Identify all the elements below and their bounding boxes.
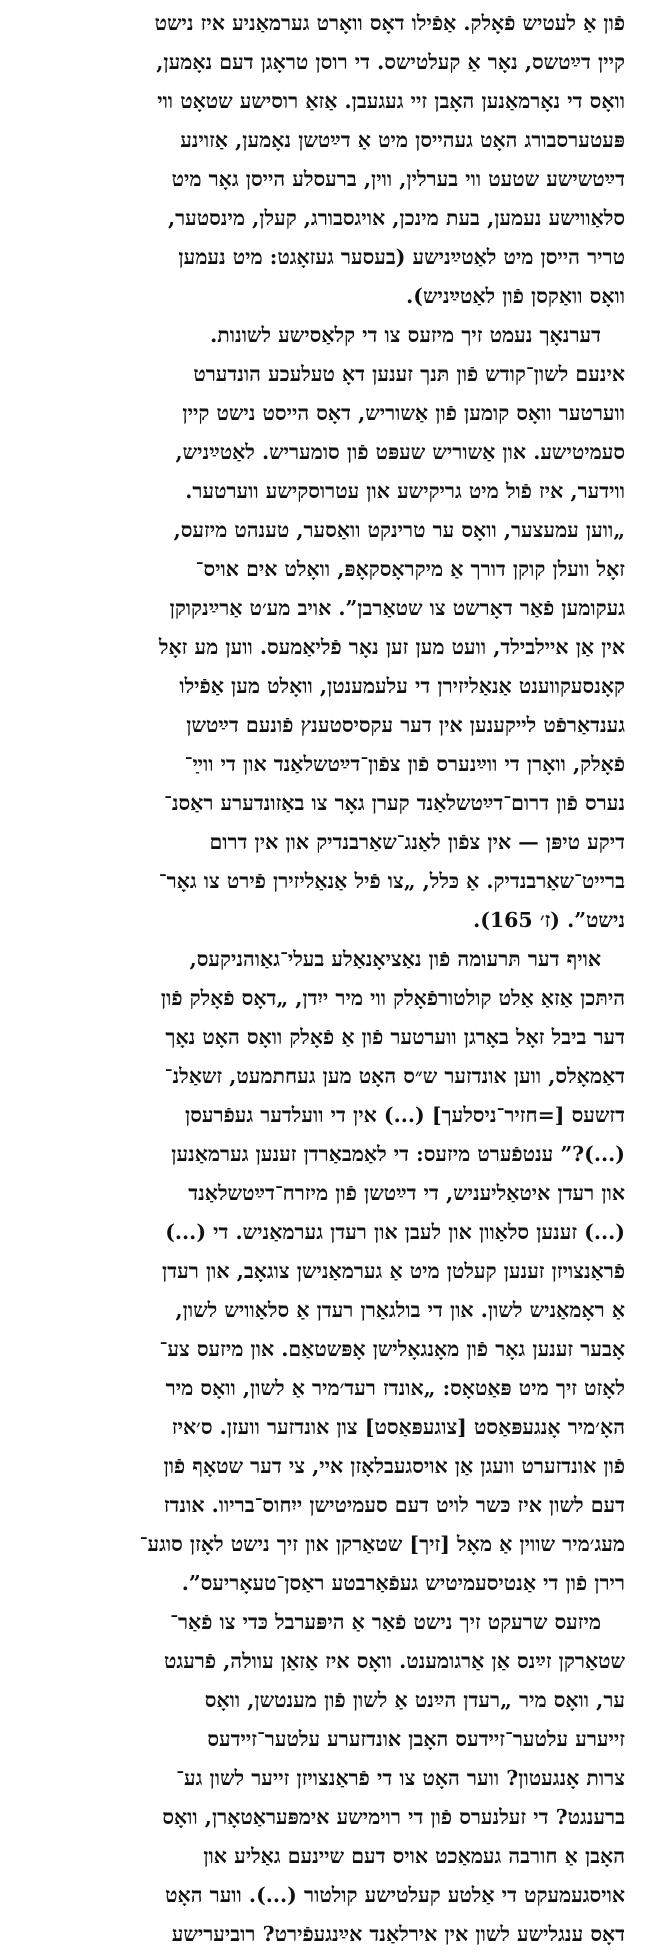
text-line: לאָזט זיך מיט פּאַטאָס: „אונדז רעד׳מיר אַ לשון, וואָס מיר: [165, 1376, 625, 1400]
text-line: דיקע טיפּן — אין צפֿון לאַנג־שאַרבנדיק און אין דרום: [209, 830, 625, 854]
text-line: פֿון אונדזערט וועגן אַן אויסגעבלאָזן איי, צי דער שטאָף פֿון: [163, 1454, 625, 1478]
text-line: מעג׳מיר שווין אַ מאָל [זיך] שטאַרקן און זיך נישט לאָזן סוגע־: [139, 1532, 625, 1556]
text-line: ברייט־שאַרבנדיק. אַ כּלל, „צו פֿיל אַנאַליזירן פֿירט צו גאָר־: [158, 869, 625, 893]
paragraph-3: [22, 940, 625, 1603]
text-line: פֿאָלק, וואָרן די ווײַנערס פֿון צפֿון־דײַטשלאַנד און די ווײַ־: [184, 752, 625, 776]
text-line: דזשעס [=חזיר־ניסלעך] (...) אין די וועלדער געפֿרעסן: [185, 1103, 625, 1127]
text-line: דאָס ענגלישע לשון אין אירלאַנד אײַנגעפֿירט? רוביערישע: [171, 1922, 625, 1946]
text-line: האָ׳מיר אָנגעפּאַסט [צוגעפּאַסט] צון אונדזער וועזן. ס׳איז: [171, 1415, 625, 1439]
text-line: קאָנסעקווענט אַנאַליזירן די עלעמענטן, וואָלט מען אַפֿילו: [179, 674, 625, 698]
text-line: טריר הייסן מיט לאַטײַנישע (בעסער געזאָגט: מיט נעמען: [178, 245, 625, 269]
text-line: גענדאַרפֿט לייקענען אין דער עקסיסטענץ פֿונעם דײַטשן: [186, 713, 625, 737]
text-line: סעמיטישע. און אַשוריש שעפּט פֿון סומעריש. לאַטײַניש,: [175, 440, 625, 464]
text-line: וואָס די נאָרמאַנען האָבן זיי געגעבן. אַזאַ רוסישע שטאָט ווי: [157, 89, 625, 113]
text-line: געקומען פֿאַר דאָרשט צו שטאַרבן”. אויב מע׳ט אַרײַנקוקן: [169, 596, 625, 620]
text-line: אויסגעמעקט די אַלטע קעלטישע קולטור (...). ווער האָט: [165, 1883, 625, 1907]
text-line: פֿראַנצויזן זענען קעלטן מיט אַ גערמאַנישן צוגאָב, און רעדן: [162, 1259, 625, 1283]
text-line: צרות אָנגעטון? ווער האָט צו די פֿראַנצויזן זייער לשון גע־: [176, 1766, 625, 1790]
text-line: נישט”. (ז׳ 165).: [473, 908, 625, 932]
text-line: אין אַן איילבילד, וועט מען זען נאָר פֿליאַמעס. ווען מע זאָל: [158, 635, 625, 659]
text-line: ווערטער וואָס קומען פֿון אַשוריש, דאָס הייסט נישט קיין: [182, 401, 625, 425]
text-line: האָבן אַ חורבה געמאַכט אויס דעם שיינעם גאַליע און: [203, 1844, 625, 1868]
text-line: אָבער זענען גאָר פֿון מאָנגאָלישן אָפּשטאַם. און מיזעס צע־: [159, 1337, 625, 1361]
text-line: דאַמאָלס, ווען אונדזער ש״ס האָט מען געחתמעט, זשאַלנ־: [164, 1064, 625, 1088]
text-line: דער ביבל זאָל באָרגן ווערטער פֿון אַ פֿאָלק וואָס האָט נאָך: [165, 1025, 625, 1049]
text-line: פֿון אַ לעטיש פֿאָלק. אַפֿילו דאָס וואָרט גערמאַניע איז נישט: [154, 11, 625, 35]
text-line: אַ ראָמאַניש לשון. און די בולגאַרן רעדן אַ סלאַוויש לשון,: [175, 1298, 625, 1322]
text-line: היתּכן אַזאַ אַלט קולטורפֿאָלק ווי מיר ייִדן, „דאָס פֿאָלק פֿון: [160, 986, 625, 1010]
text-line: אינעם לשון־קודש פֿון תּנך זענען דאָ טעלעכע הונדערט: [193, 362, 625, 386]
text-line: דעם לשון איז כּשר לויט דעם סעמיטישן ייִחוס־בריוו. אונדז: [163, 1493, 625, 1517]
text-line: און רעדן איטאַליעניש, די דײַטשן פֿון מיזרח־דײַטשלאַנד: [188, 1181, 625, 1205]
text-line: דײַטשישע שטעט ווי בערלין, ווין, ברעסלע הייסן גאָר מיט: [171, 167, 625, 191]
text-line: פּעטערסבורג האָט געהייסן מיט אַ דײַטשן נאָמען, אַזוינע: [180, 128, 625, 152]
text-line: (...)?” ענטפֿערט מיזעס: די לאַמבאַרדן זענען גערמאַנען: [171, 1142, 625, 1166]
paragraph-4: [22, 1603, 625, 1954]
text-line: דערנאָך נעמט זיך מיזעס צו די קלאַסישע לשונות.: [210, 323, 601, 347]
text-line: וואָס וואַקסן פֿון לאַטײַניש).: [406, 284, 625, 308]
text-line: סלאַווישע נעמען, בעת מינכן, אויגסבורג, קעלן, מינסטער,: [167, 206, 625, 230]
text-line: ברענגט? די זעלנערס פֿון די רוימישע אימפּעראַטאָרן, וואָס: [162, 1805, 625, 1829]
text-line: שטאַרקן זײַנס אַן אַרגומענט. וואָס איז אַזאַן עוולה, פֿרעגט: [164, 1649, 625, 1673]
text-line: זאָל וועלן קוקן דורך אַ מיקראָסקאָפּ, וואָלט אים אויס־: [195, 557, 625, 581]
text-line: זייערע עלטער־זיידעס האָבן אונדזערע עלטער־זיידעס: [207, 1727, 625, 1751]
text-line: אויף דער תּרעומה פֿון נאַציאָנאַלע בעלי־גאַוהניקעס,: [189, 947, 601, 971]
text-line: מיזעס שרעקט זיך נישט פֿאַר אַ היפּערבל כּדי צו פֿאַר־: [170, 1610, 601, 1634]
text-line: ווידער, איז פֿול מיט גריקישע און עטרוסקישע ווערטער.: [185, 479, 625, 503]
paragraph-2: [22, 316, 625, 940]
text-line: רירן פֿון די אַנטיסעמיטיש געפֿאַרבטע ראַסן־טעאָריעס”.: [181, 1571, 625, 1595]
text-line: (...) זענען סלאַוון און לעבן און רעדן גערמאַניש. די (...): [165, 1220, 625, 1244]
text-line: ער, וואָס מיר „רעדן הײַנט אַ לשון פֿון מענטשן, וואָס: [204, 1688, 625, 1712]
document-page: [22, 4, 625, 1954]
text-line: קיין דײַטשס, נאָר אַ קעלטישס. די רוסן טראָגן דעם נאָמען,: [156, 50, 625, 74]
text-line: „ווען עמעצער, וואָס ער טרינקט וואַסער, טענהט מיזעס,: [173, 518, 625, 542]
text-line: נערס פֿון דרום־דײַטשלאַנד קערן גאָר צו באַזונדערע ראַסנ־: [164, 791, 625, 815]
paragraph-1: [22, 4, 625, 316]
